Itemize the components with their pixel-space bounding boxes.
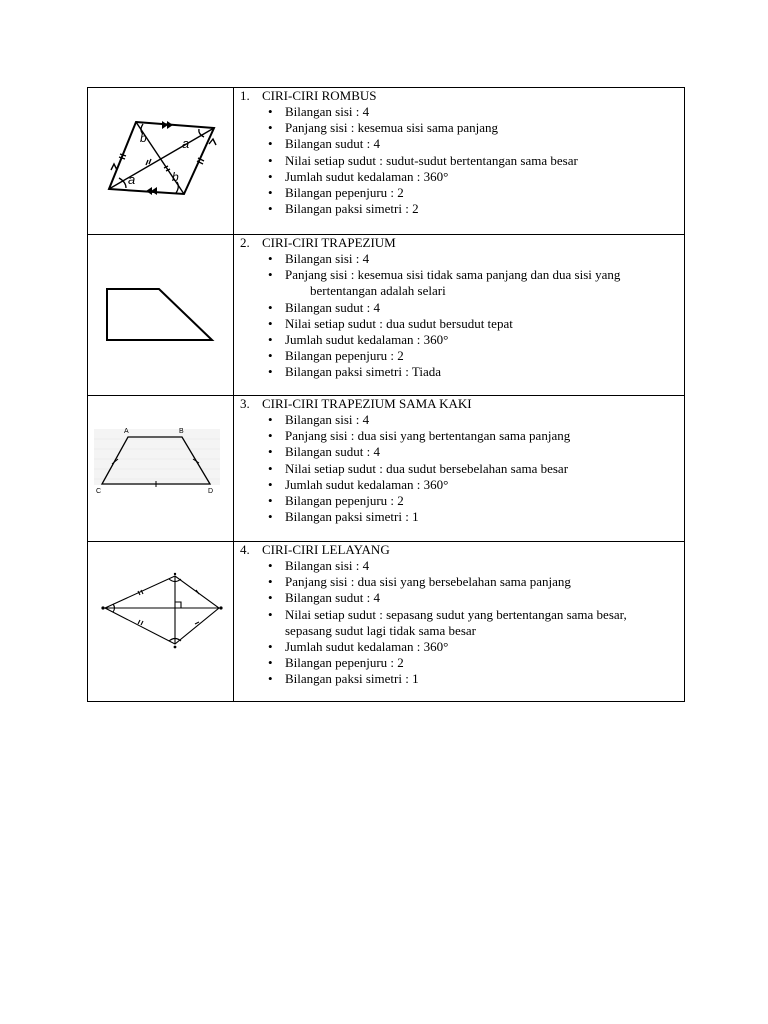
list-item: • Bilangan sisi : 4 [266,412,684,428]
section-heading-lelayang [240,542,684,558]
table-row-trapezium-sama-kaki [88,396,685,542]
figure-cell-trapezium-sama-kaki [88,396,234,542]
list-item [266,267,684,299]
vertex-label-a: A [124,428,129,435]
section-number: 1. [240,88,250,103]
section-title: CIRI-CIRI TRAPEZIUM SAMA KAKI [262,396,472,411]
list-item: • Jumlah sudut kedalaman : 360° [266,639,684,655]
list-item: • Bilangan paksi simetri : Tiada [266,364,684,380]
figure-cell-lelayang [88,542,234,702]
list-item: • Panjang sisi : kesemua sisi sama panjang [266,120,684,136]
list-item: • Bilangan sisi : 4 [266,104,684,120]
section-title: CIRI-CIRI ROMBUS [262,88,377,103]
section-heading-trapezium-sama-kaki [240,396,684,412]
list-item: • Panjang sisi : dua sisi yang bertentangan sama panjang [266,428,684,444]
section-heading-rombus [240,88,684,104]
list-item: • Bilangan pepenjuru : 2 [266,185,684,201]
list-item [266,607,684,639]
right-trapezium-diagram-icon [104,286,216,344]
rhombus-angle-label-a-left: a [128,172,136,187]
list-item: • Panjang sisi : dua sisi yang bersebelahan sama panjang [266,574,684,590]
property-list-lelayang [234,558,684,688]
figure-cell-trapezium [88,235,234,396]
list-item: • Bilangan paksi simetri : 2 [266,201,684,217]
list-item: • Bilangan paksi simetri : 1 [266,509,684,525]
list-item: • Bilangan pepenjuru : 2 [266,655,684,671]
property-list-rombus [234,104,684,217]
list-item-text: Panjang sisi : kesemua sisi tidak sama panjang dan dua sisi yang [285,267,621,283]
text-cell-lelayang [234,542,685,702]
text-cell-rombus [234,88,685,235]
section-number: 3. [240,396,250,411]
list-item-continuation: bertentangan adalah selari [310,283,446,299]
section-title: CIRI-CIRI LELAYANG [262,542,390,557]
list-item: • Bilangan sudut : 4 [266,444,684,460]
kite-outline [105,576,219,644]
text-cell-trapezium [234,235,685,396]
list-item: • Bilangan sisi : 4 [266,558,684,574]
figure-cell-rombus [88,88,234,235]
property-list-trapezium [234,251,684,381]
shapes-table [87,87,685,702]
list-item: • Bilangan sisi : 4 [266,251,684,267]
list-item-text: Nilai setiap sudut : sepasang sudut yang bertentangan sama besar, [285,606,627,622]
rhombus-angle-label-b-bottom: b [172,170,179,184]
list-item: • Jumlah sudut kedalaman : 360° [266,169,684,185]
rhombus-angle-label-b-top: b [140,131,147,145]
vertex-label-d: D [208,488,214,495]
rhombus-diagram-icon [106,118,218,198]
kite-diagram-icon [99,571,225,653]
list-item: • Nilai setiap sudut : dua sudut bersebelahan sama besar [266,461,684,477]
list-item: • Bilangan paksi simetri : 1 [266,671,684,687]
vertex-label-b: B [179,428,184,435]
isosceles-trapezium-diagram-icon [94,423,220,495]
list-item: • Bilangan pepenjuru : 2 [266,493,684,509]
property-list-trapezium-sama-kaki [234,412,684,525]
table-row-rombus [88,88,685,235]
section-heading-trapezium [240,235,684,251]
table-row-trapezium [88,235,685,396]
trapezium-outline [107,289,212,340]
list-item-continuation: sepasang sudut lagi tidak sama besar [285,622,476,638]
text-cell-trapezium-sama-kaki [234,396,685,542]
list-item: • Jumlah sudut kedalaman : 360° [266,332,684,348]
list-item: • Nilai setiap sudut : dua sudut bersudut tepat [266,316,684,332]
list-item: • Jumlah sudut kedalaman : 360° [266,477,684,493]
section-number: 2. [240,235,250,250]
section-number: 4. [240,542,250,557]
rhombus-angle-label-a-right: a [182,136,190,151]
section-title: CIRI-CIRI TRAPEZIUM [262,235,396,250]
list-item: • Nilai setiap sudut : sudut-sudut bertentangan sama besar [266,153,684,169]
vertex-label-c: C [96,488,102,495]
list-item: • Bilangan sudut : 4 [266,300,684,316]
list-item: • Bilangan sudut : 4 [266,590,684,606]
list-item: • Bilangan pepenjuru : 2 [266,348,684,364]
list-item: • Bilangan sudut : 4 [266,136,684,152]
table-row-lelayang [88,542,685,702]
right-angle-mark [175,602,181,608]
